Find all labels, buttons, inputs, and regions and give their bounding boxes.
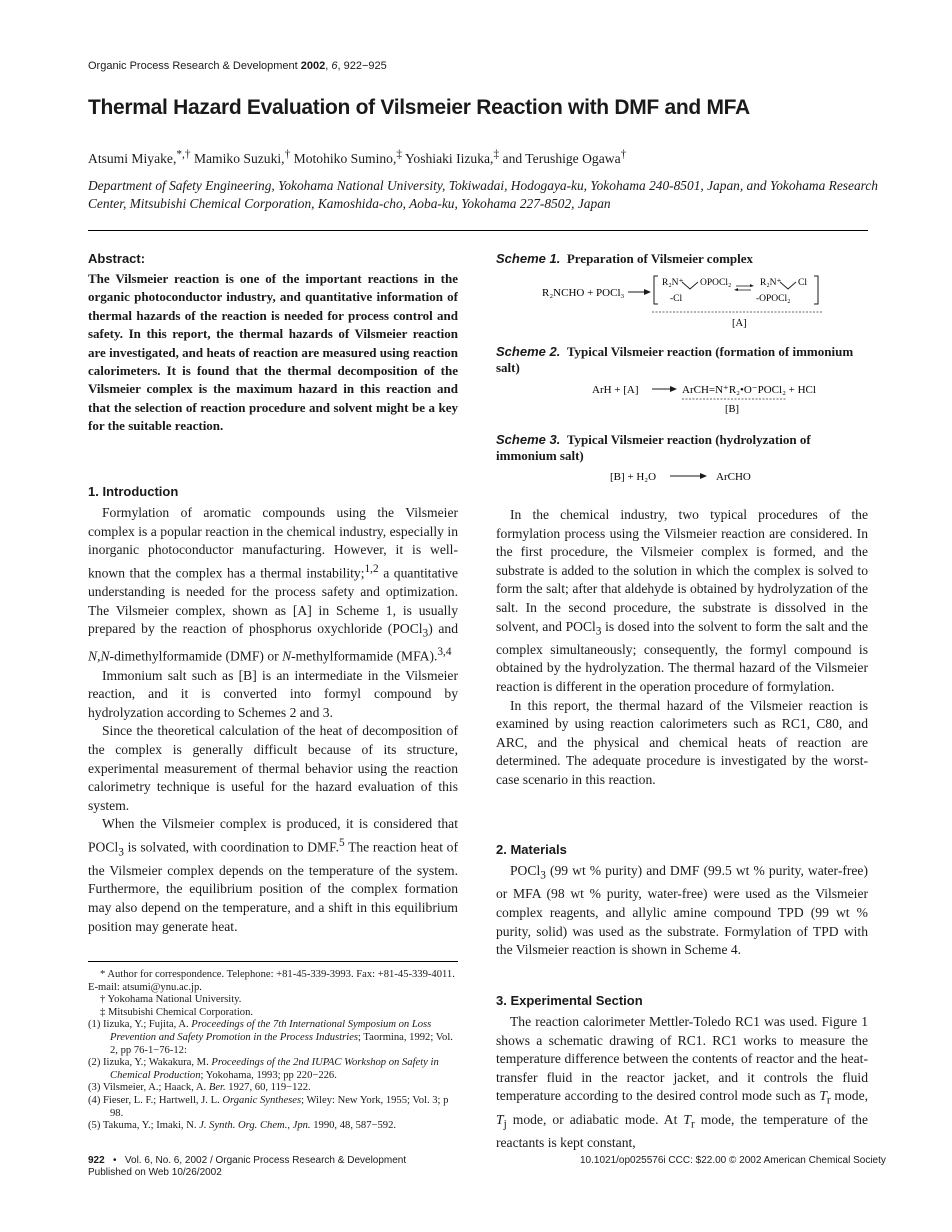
abstract-heading: Abstract: xyxy=(88,251,146,266)
introduction-heading: 1. Introduction xyxy=(88,484,179,499)
reference-item: (2) Iizuka, Y.; Wakakura, M. Proceedings of the 2nd IUPAC Workshop on Safety in Chemical Production; Yokohama, 1993; pp 220−226. xyxy=(88,1057,439,1081)
scheme-1-caption: Scheme 1. Preparation of Vilsmeier complex xyxy=(496,251,754,266)
paragraph: When the Vilsmeier complex is produced, it is considered that POCl$_3$ is solvated, with coordination to DMF.$^5$ The reaction heat of the Vilsmeier complex depends on the temperature of the system. Furthermore, the equilibrium position of the complex formation may also depend on the temperature, and a shift in this equilibrium position may generate heat. xyxy=(88,816,458,934)
bracket-right xyxy=(814,276,818,304)
paragraph: Formylation of aromatic compounds using the Vilsmeier complex is a popular reaction in the chemical industry, especially in inorganic photoconductor manufacturing. However, it is well-known that the complex has a thermal instability;$^{1,2}$ a quantitative understanding is needed for the process safety and optimization. The Vilsmeier complex, shown as [A] in Scheme 1, is usually prepared by the reaction of phosphorus oxychloride (POCl$_3$) and N,N-dimethylformamide (DMF) or N-methylformamide (MFA).$^{3,4}$ xyxy=(88,505,458,664)
paragraph: In this report, the thermal hazard of the Vilsmeier reaction is examined by using reaction calorimeters such as RC1, C80, and ARC, and the physical and chemical heats of reaction are determined. The adequate procedure is investigated by the worst-case scenario in this reaction. xyxy=(496,697,868,788)
paragraph: In the chemical industry, two typical procedures of the formylation process using the Vilsmeier reaction are considered. In the first procedure, the Vilsmeier complex is formed, and the substrate is added to the solution in which the complex is solved to form the salt; after that aldehyde is obtained by hydrolyzation of the salt. In the second procedure, the substrate is dissolved in the solvent, and POCl$_3$ is dosed into the solvent to form the salt and the complex simultaneously; consequently, the formyl compound is obtained by the hydrolyzation. The thermal hazard of the Vilsmeier reaction is different in the operation procedure of formylation. xyxy=(496,507,869,695)
svg-text:R₂N⁺: R₂N⁺ xyxy=(760,278,782,288)
author: and Terushige Ogawa† xyxy=(502,148,627,166)
reference-item: (3) Vilsmeier, A.; Haack, A. Ber. 1927, 60, 119−122. xyxy=(88,1082,311,1094)
svg-text:-Cl: -Cl xyxy=(670,294,683,304)
svg-text:Cl: Cl xyxy=(798,278,807,288)
svg-text:-OPOCl₂: -OPOCl₂ xyxy=(756,294,791,304)
paragraph: POCl$_3$ (99 wt % purity) and DMF (99.5 wt % purity, water-free) or MFA (98 wt % purity, water-free) were used as the Vilsmeier complex reagents, and allylic amine compound TPD (99 wt % purity, solid) was used as the substrate. Formylation of TPD with the Vilsmeier reaction is shown in Scheme 4. xyxy=(496,863,868,958)
introduction-body xyxy=(88,504,458,936)
affiliation: Department of Safety Engineering, Yokohama National University, Tokiwadai, Hodogaya-ku, Yokohama 240-8501, Japan, and Yokohama Research Center, Mitsubishi Chemical Corporation, Kamoshida-cho, Aoba-ku, Yokohama 227-8502, Japan xyxy=(88,178,878,211)
svg-text:[B] + H₂O: [B] + H₂O xyxy=(610,471,657,483)
doi-copyright: 10.1021/op025576i CCC: $22.00 © 2002 American Chemical Society xyxy=(580,1155,886,1166)
reference-item: (4) Fieser, L. F.; Hartwell, J. L. Organic Syntheses; Wiley: New York, 1955; Vol. 3; p 98. xyxy=(88,1094,449,1119)
journal-citation: Organic Process Research & Development 2002, 6, 922−925 xyxy=(88,60,387,72)
affiliation-note: ‡ Mitsubishi Chemical Corporation. xyxy=(100,1006,254,1018)
svg-text:ArCH=N⁺R₂•O⁻POCl₂ + HCl: ArCH=N⁺R₂•O⁻POCl₂ + HCl xyxy=(682,384,816,396)
author: Yoshiaki Iizuka,‡ xyxy=(404,148,500,166)
author-list xyxy=(88,148,626,167)
experimental-heading: 3. Experimental Section xyxy=(496,993,643,1008)
paragraph: The reaction calorimeter Mettler-Toledo RC1 was used. Figure 1 shows a schematic drawing of RC1. RC1 works to measure the temperature difference between the contents of reactor and the heat-transfer fluid in the reactor jacket, and it controls the fluid temperature according to the desired control mode such as $T_r$ mode, $T_j$ mode, or adiabatic mode. At $T_r$ mode, the temperature of the reactants is kept constant, xyxy=(496,1014,869,1150)
header-divider xyxy=(88,230,868,231)
reference-item: (1) Iizuka, Y.; Fujita, A. Proceedings of the 7th International Symposium on Loss Prevention and Safety Promotion in the Process Industries; Taormina, 1992; Vol. 2, pp 76-1−76-12: xyxy=(88,1019,453,1056)
publication-date: Published on Web 10/26/2002 xyxy=(88,1167,222,1178)
bond xyxy=(682,282,698,289)
scheme-1-reactants: R₂NCHO + POCl₃ xyxy=(542,287,625,299)
bracket-left xyxy=(654,276,658,304)
svg-text:ArH + [A]: ArH + [A] xyxy=(592,384,639,396)
paragraph: Since the theoretical calculation of the heat of decomposition of the complex is generally difficult because of its structure, experimental measurement of thermal behavior using the reaction calorimetry technique is useful for the hazard evaluation of this system. xyxy=(88,723,458,813)
experimental-body xyxy=(496,1013,868,1153)
right-column-body xyxy=(496,506,868,790)
scheme-3-caption: Scheme 3. Typical Vilsmeier reaction (hydrolyzation of immonium salt) xyxy=(496,432,811,463)
arrow-head xyxy=(644,289,651,295)
materials-heading: 2. Materials xyxy=(496,842,567,857)
bond xyxy=(780,282,796,289)
reference-item: (5) Takuma, Y.; Imaki, N. J. Synth. Org. Chem., Jpn. 1990, 48, 587−592. xyxy=(88,1120,397,1132)
author: Motohiko Sumino,‡ xyxy=(293,148,403,166)
author: Mamiko Suzuki,† xyxy=(193,148,291,166)
svg-text:[A]: [A] xyxy=(732,318,747,329)
footnotes xyxy=(88,969,458,1133)
svg-text:R₂N⁺: R₂N⁺ xyxy=(662,278,684,288)
materials-body xyxy=(496,862,868,960)
scheme-2-equation xyxy=(590,378,820,418)
svg-text:OPOCl₂: OPOCl₂ xyxy=(700,278,732,288)
scheme-3-equation xyxy=(608,466,808,486)
footnote-divider xyxy=(88,961,458,962)
abstract-text: The Vilsmeier reaction is one of the important reactions in the organic photoconductor industry, and quantitative information of thermal hazards of the reaction is needed for process control and safety. In this report, the thermal hazards of Vilsmeier reaction are investigated, and heats of reaction are measured using reaction calorimeters. It is found that the thermal decomposition of the Vilsmeier complex is the maximum hazard in this reaction and that the selection of reaction procedure and solvent might be a key for the suitable reaction. xyxy=(88,271,458,434)
page-number: 922 xyxy=(88,1155,105,1166)
correspondence-note: * Author for correspondence. Telephone: +81-45-339-3993. Fax: +81-45-339-4011. E-mail: atsumi@ynu.ac.jp. xyxy=(88,969,455,993)
paragraph: Immonium salt such as [B] is an intermediate in the Vilsmeier reaction, and it is converted into formyl compound by hydrolyzation according to Schemes 2 and 3. xyxy=(88,667,458,720)
affiliation-note: † Yokohama National University. xyxy=(100,994,242,1006)
scheme-1-equation xyxy=(530,268,830,332)
scheme-2-caption: Scheme 2. Typical Vilsmeier reaction (formation of immonium salt) xyxy=(496,344,854,375)
paper-title: Thermal Hazard Evaluation of Vilsmeier Reaction with DMF and MFA xyxy=(88,96,750,119)
svg-text:ArCHO: ArCHO xyxy=(716,471,751,483)
author: Atsumi Miyake,*,† xyxy=(88,148,191,166)
page-footer-left: 922 • Vol. 6, No. 6, 2002 / Organic Process Research & Development Published on Web 10/26/2002 xyxy=(88,1155,407,1178)
svg-text:[B]: [B] xyxy=(725,404,739,415)
